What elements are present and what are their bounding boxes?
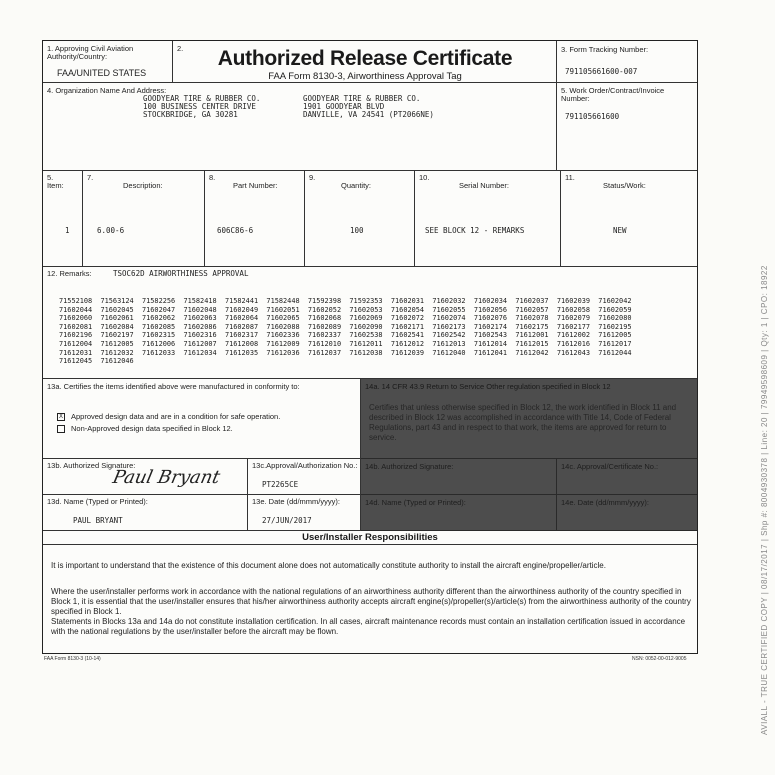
- serial-num: 10.: [419, 173, 430, 182]
- block-6: [43, 171, 83, 267]
- block-14c: [557, 459, 697, 495]
- block-5: [557, 83, 697, 171]
- form-footer-right: NSN: 0052-00-012-9005: [632, 656, 687, 662]
- block-5-label: 5. Work Order/Contract/Invoice Number:: [561, 86, 665, 103]
- description-value: 6.00-6: [97, 226, 125, 235]
- block-4-label: 4. Organization Name And Address:: [47, 86, 167, 95]
- block-3-label: 3. Form Tracking Number:: [561, 45, 649, 54]
- non-approved-design-text: Non-Approved design data specified in Block 12.: [71, 424, 233, 433]
- part-number-header: Part Number:: [233, 181, 278, 190]
- approved-design-option[interactable]: [57, 413, 280, 421]
- serial-number-value: SEE BLOCK 12 - REMARKS: [425, 226, 525, 235]
- release-certificate-form: [42, 40, 698, 654]
- authorized-signature: Paul Bryant: [110, 467, 222, 488]
- qty-num: 9.: [309, 173, 316, 182]
- block-13e-label: 13e. Date (dd/mmm/yyyy):: [252, 497, 340, 506]
- block-1: [43, 41, 173, 83]
- block-2-num: 2.: [177, 44, 184, 53]
- certification-date: 27/JUN/2017: [262, 516, 312, 525]
- block-13d: [43, 495, 248, 531]
- block-14a-text: Certifies that unless otherwise specified in Block 12, the work identified in Block 11 and described in Block 12 was accomplished in accordance with Title 14, Code of Federal Regulations, part 43 and in respect to that work, the items are approved for return to service.: [369, 403, 677, 442]
- block-14c-label: 14c. Approval/Certificate No.:: [561, 462, 659, 471]
- approval-number: PT2265CE: [262, 480, 299, 489]
- block-14b: [361, 459, 557, 495]
- approving-authority: FAA/UNITED STATES: [57, 68, 147, 78]
- block-13d-label: 13d. Name (Typed or Printed):: [47, 497, 148, 506]
- block-1-label: 1. Approving Civil Aviation Authority/Country:: [47, 44, 134, 61]
- block-7: [83, 171, 205, 267]
- block-14a-label: 14a. 14 CFR 43.9 Return to Service Other regulation specified in Block 12: [365, 382, 611, 391]
- block-13a: [43, 379, 361, 459]
- quantity-header: Quantity:: [341, 181, 372, 190]
- remarks-label: 12. Remarks:: [47, 269, 92, 278]
- quantity-value: 100: [350, 226, 364, 235]
- serial-number-header: Serial Number:: [459, 181, 510, 190]
- block-13b-label: 13b. Authorized Signature:: [47, 461, 136, 470]
- form-subtitle: FAA Form 8130-3, Airworthiness Approval Tag: [268, 71, 462, 82]
- form-footer-left: FAA Form 8130-3 (10-14): [44, 656, 101, 662]
- desc-num: 7.: [87, 173, 94, 182]
- responsibilities-title: User/Installer Responsibilities: [43, 531, 697, 545]
- block-14e: [557, 495, 697, 531]
- responsibilities-paragraph-3: Statements in Blocks 13a and 14a do not constitute installation certification. In all cases, aircraft maintenance records must contain an installation certification issued in accordance with the national regulations by the user/installer before the aircraft may be flown.: [51, 617, 686, 636]
- printed-name: PAUL BRYANT: [73, 516, 123, 525]
- block-13c-label: 13c.Approval/Authorization No.:: [252, 461, 358, 470]
- form-title: Authorized Release Certificate: [217, 47, 513, 70]
- part-number-value: 606C86-6: [217, 226, 254, 235]
- block-14e-label: 14e. Date (dd/mmm/yyyy):: [561, 498, 649, 507]
- organization-address-1: GOODYEAR TIRE & RUBBER CO. 100 BUSINESS CENTER DRIVE STOCKBRIDGE, GA 30281: [143, 94, 261, 120]
- item-header: 5. Item:: [47, 173, 64, 190]
- block-4: [43, 83, 557, 171]
- block-13b: [43, 459, 248, 495]
- remarks-title: TSOC62D AIRWORTHINESS APPROVAL: [113, 269, 249, 278]
- block-13e: [248, 495, 361, 531]
- block-13c: [248, 459, 361, 495]
- block-3: [557, 41, 697, 83]
- block-2: [173, 41, 557, 83]
- certified-copy-stamp: AVIALL - TRUE CERTIFIED COPY | 08/17/2017 | Shp #: 8004930378 | Line: 20 | 79949598609 | Qty: 1 | CPO: 18922: [760, 265, 769, 735]
- block-14b-label: 14b. Authorized Signature:: [365, 462, 454, 471]
- block-14a: [361, 379, 697, 459]
- block-10: [415, 171, 561, 267]
- status-num: 11.: [565, 173, 575, 182]
- block-14d: [361, 495, 557, 531]
- organization-address-2: GOODYEAR TIRE & RUBBER CO. 1901 GOODYEAR BLVD DANVILLE, VA 24541 (PT2066NE): [303, 94, 434, 120]
- responsibilities-paragraph-2: Where the user/installer performs work in accordance with the national regulations of an airworthiness authority different than the airworthiness authority of the country specified in Block 1, it is essential that the user/installer ensures that his/her airworthiness authority accepts aircraft engine(s)/propeller(s)/article(s) from the airworthiness authority of the country specified in Block 1.: [51, 587, 691, 616]
- block-13a-label: 13a. Certifies the items identified above were manufactured in conformity to:: [47, 382, 300, 391]
- form-tracking-number: 791105661600-007: [565, 67, 638, 76]
- status-header: Status/Work:: [603, 181, 646, 190]
- block-9: [305, 171, 415, 267]
- non-approved-design-option[interactable]: [57, 425, 233, 433]
- block-8: [205, 171, 305, 267]
- remarks-serials: 71552108 71563124 71582256 71582418 71582441 71582448 71592398 71592353 71602031 71602032 71602034 71602037 71602039 71602042 71602044 71602045 71602047 71602048 71602049 71602051 71602052 71602053 71602054 71602055 71602056 71602057 71602058 71602059 71602060 71602061 71602062 71602063 71602064 71602065 71602068 71602069 71602072 71602074 71602076 71602078 71602079 71602080 71602081 71602084 71602085 71602086 71602087 71602088 71602089 71602090 71602171 71602173 71602174 71602175 71602177 71602195 71602196 71602197 71602315 71602316 71602317 71602336 71602337 71602538 71602541 71602542 71602543 71612001 71612002 71612005 71612004 71612005 71612006 71612007 71612008 71612009 71612010 71612011 71612012 71612013 71612014 71612015 71612016 71612017 71612031 71612032 71612033 71612034 71612035 71612036 71612037 71612038 71612039 71612040 71612041 71612042 71612043 71612044 71612045 71612046: [59, 297, 632, 366]
- part-num: 8.: [209, 173, 216, 182]
- approved-design-checkbox[interactable]: X: [58, 414, 63, 421]
- responsibilities-paragraph-1: It is important to understand that the existence of this document alone does not automatically constitute authority to install the aircraft engine/propeller/article.: [51, 561, 606, 570]
- status-value: NEW: [613, 226, 627, 235]
- description-header: Description:: [123, 181, 163, 190]
- non-approved-design-checkbox[interactable]: [57, 425, 65, 433]
- item-value: 1: [65, 226, 70, 235]
- work-order-number: 791105661600: [565, 112, 620, 121]
- block-12: [43, 267, 697, 379]
- block-11: [561, 171, 697, 267]
- approved-design-text: Approved design data and are in a condition for safe operation.: [71, 412, 281, 421]
- block-14d-label: 14d. Name (Typed or Printed):: [365, 498, 466, 507]
